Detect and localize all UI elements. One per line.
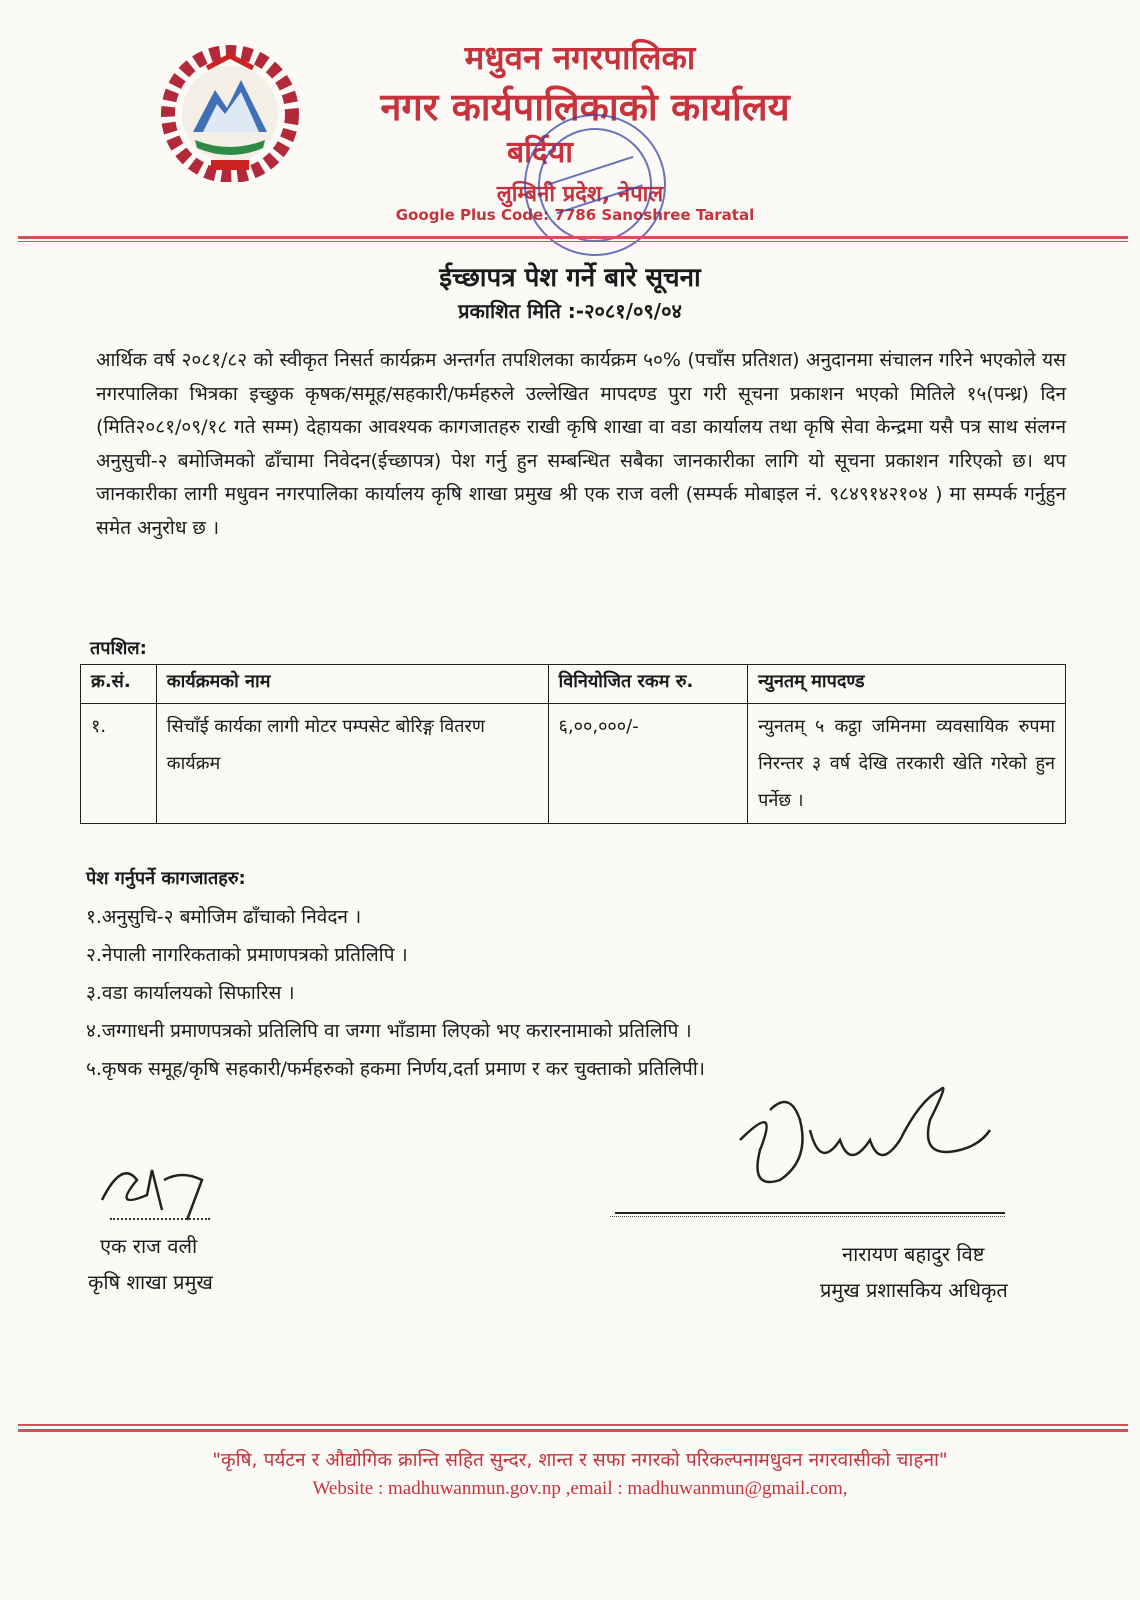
plus-code: Google Plus Code: 7786 Sanoshree Taratal	[395, 206, 755, 224]
cell-program-name: सिचाँई कार्यका लागी मोटर पम्पसेट बोरिङ्ग वितरण कार्यक्रम	[156, 704, 548, 824]
list-item: २.नेपाली नागरिकताको प्रमाणपत्रको प्रतिलिपि ।	[86, 944, 408, 966]
footer-website: Website : madhuwanmun.gov.np ,email : madhuwanmun@gmail.com,	[312, 1478, 848, 1499]
province-name: लुम्बिनी प्रदेश, नेपाल	[496, 182, 664, 207]
left-signatory-title: कृषि शाखा प्रमुख	[88, 1270, 213, 1294]
list-item: १.अनुसुचि-२ बमोजिम ढाँचाको निवेदन ।	[86, 906, 362, 928]
header-divider	[18, 236, 1128, 242]
right-signature-line	[615, 1212, 1005, 1214]
cell-serial: १.	[81, 704, 157, 824]
right-signature-dotted-line	[610, 1216, 1005, 1217]
program-table	[80, 664, 1066, 824]
office-stamp-icon	[510, 100, 680, 270]
documents-heading: पेश गर्नुपर्ने कागजातहरु:	[86, 868, 246, 889]
footer-divider	[18, 1424, 1128, 1432]
list-item: ५.कृषक समूह/कृषि सहकारी/फर्महरुको हकमा निर्णय,दर्ता प्रमाण र कर चुक्ताको प्रतिलिपी।	[86, 1058, 705, 1080]
table-row	[81, 704, 1066, 824]
left-signature-line	[110, 1218, 210, 1220]
district-name: बर्दिया	[507, 135, 573, 170]
left-signatory-name: एक राज वली	[100, 1234, 198, 1258]
right-signatory-title: प्रमुख प्रशासकिय अधिकृत	[820, 1278, 1008, 1302]
documents-list	[86, 898, 705, 1088]
right-signature-icon	[720, 1060, 1020, 1210]
left-signature-icon	[92, 1140, 222, 1230]
list-item: ३.वडा कार्यालयको सिफारिस ।	[86, 982, 295, 1004]
header-serial: क्र.सं.	[81, 665, 157, 704]
footer-motto: "कृषि, पर्यटन र औद्योगिक क्रान्ति सहित सुन्दर, शान्त र सफा नगरको परिकल्पनामधुवन नगरवासीको चाहना"	[212, 1449, 948, 1471]
header-amount: विनियोजित रकम रु.	[548, 665, 748, 704]
right-signatory-name: नारायण बहादुर विष्ट	[842, 1242, 985, 1266]
published-date: प्रकाशित मिति :-२०८१/०९/०४	[458, 299, 682, 323]
notice-body: आर्थिक वर्ष २०८१/८२ को स्वीकृत निसर्त कार्यक्रम अन्तर्गत तपशिलका कार्यक्रम ५०% (पचाँस प्रतिशत) अनुदानमा संचालन गरिने भएकोले यस नगरपालिका भित्रका इच्छुक कृषक/समूह/सहकारी/फर्महरुले उल्लेखित मापदण्ड पुरा गरी सूचना प्रकाशन भएको मितिले १५(पन्ध्र) दिन (मिति२०८१/०९/१८ गते सम्म) देहायका आवश्यक कागजातहरु राखी कृषि शाखा वा वडा कार्यालय तथा कृषि सेवा केन्द्रमा यसै पत्र साथ संलग्न अनुसुची-२ बमोजिमको ढाँचामा निवेदन(ईच्छापत्र) पेश गर्नु हुन सम्बन्धित सबैका जानकारीका लागि यो सूचना प्रकाशन गरिएको छ। थप जानकारीका लागी मधुवन नगरपालिका कार्यालय कृषि शाखा प्रमुख श्री एक राज वली (सम्पर्क मोबाइल नं. ९८४९१४२१०४ ) मा सम्पर्क गर्नुहुन समेत अनुरोध छ ।	[96, 349, 1066, 539]
cell-criteria: न्युनतम् ५ कट्ठा जमिनमा व्यवसायिक रुपमा निरन्तर ३ वर्ष देखि तरकारी खेति गरेको हुन पर्नेछ ।	[748, 704, 1066, 824]
office-subtitle: नगर कार्यपालिकाको कार्यालय	[380, 85, 790, 129]
cell-amount: ६,००,०००/-	[548, 704, 748, 824]
nepal-emblem-icon	[155, 42, 305, 182]
table-header-row	[81, 665, 1066, 704]
list-item: ४.जग्गाधनी प्रमाणपत्रको प्रतिलिपि वा जग्गा भाँडामा लिएको भए करारनामाको प्रतिलिपि ।	[86, 1020, 692, 1042]
notice-title: ईच्छापत्र पेश गर्ने बारे सूचना	[439, 263, 701, 293]
header-criteria: न्युनतम् मापदण्ड	[748, 665, 1066, 704]
office-name: मधुवन नगरपालिका	[464, 38, 696, 77]
header-program-name: कार्यक्रमको नाम	[156, 665, 548, 704]
details-label: तपशिल:	[90, 638, 147, 659]
